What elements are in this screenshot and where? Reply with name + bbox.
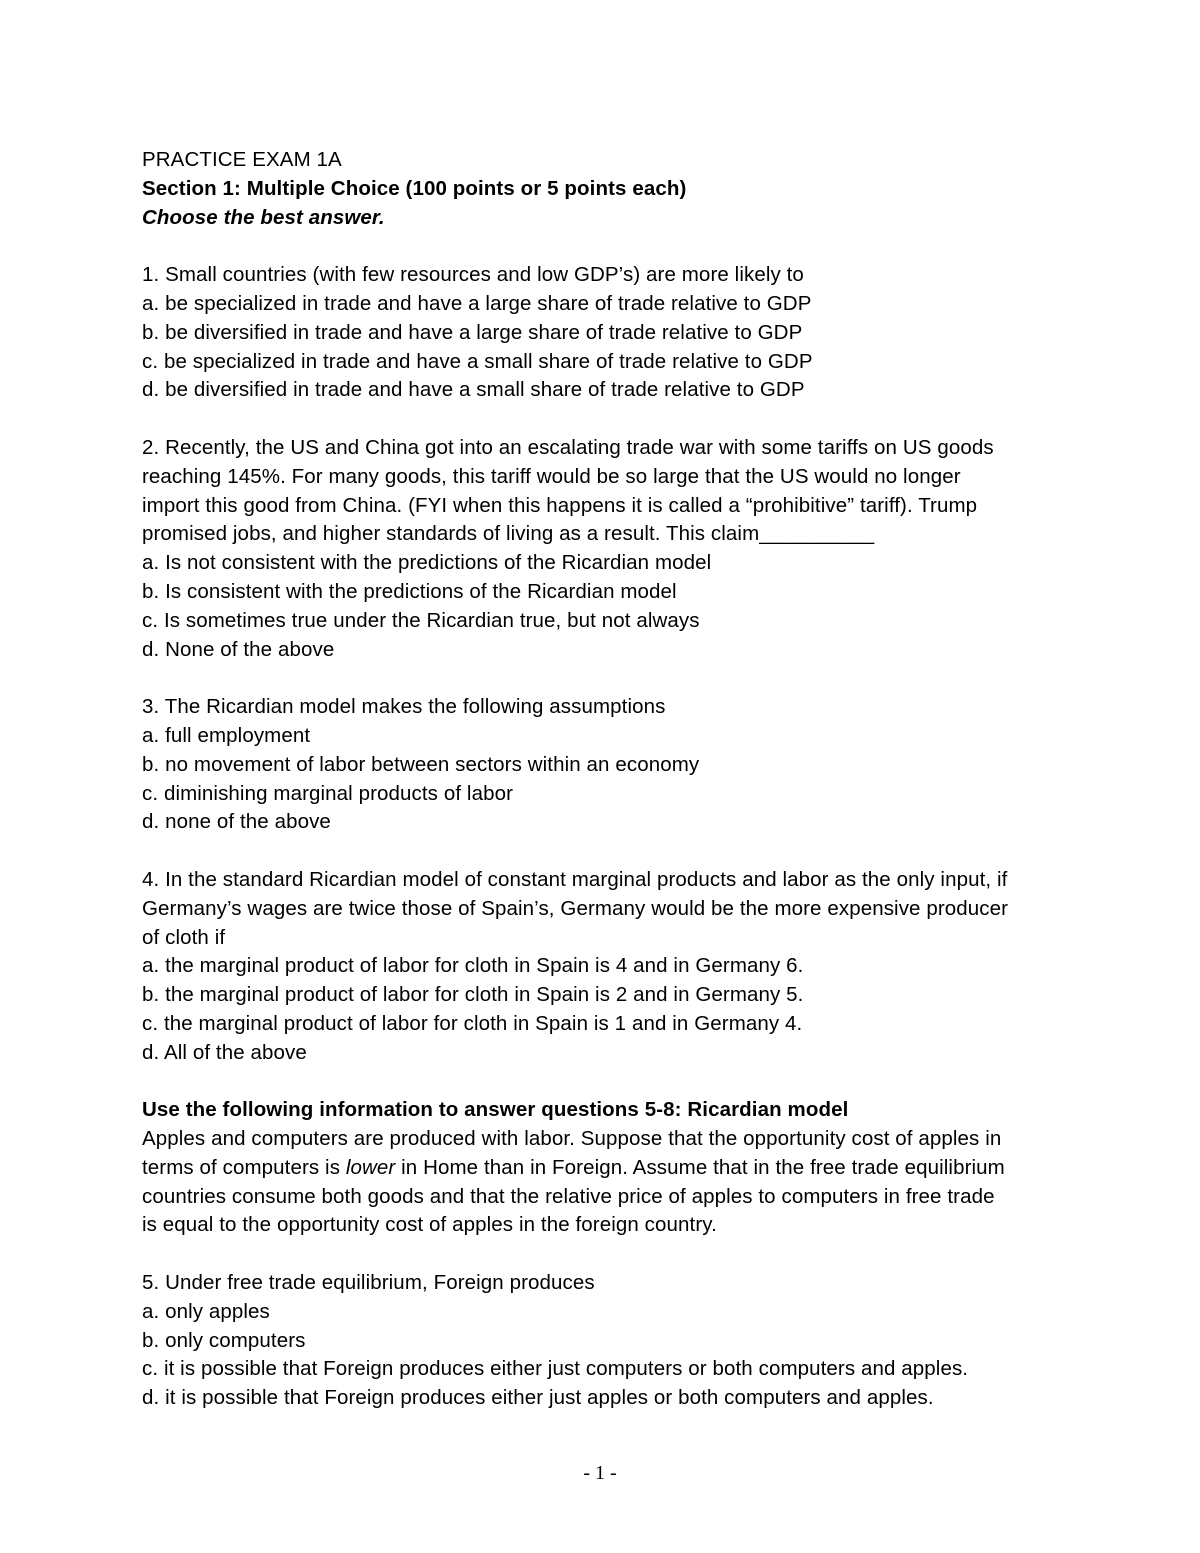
question-stem: Germany’s wages are twice those of Spain’s, Germany would be the more expensive producer (142, 896, 1009, 920)
page-number: - 1 - (583, 1462, 617, 1484)
question-stem: 5. Under free trade equilibrium, Foreign produces (142, 1271, 595, 1295)
question-stem: reaching 145%. For many goods, this tariff would be so large that the US would no longer (142, 464, 961, 488)
answer-option-c: c. it is possible that Foreign produces either just computers or both computers and apples. (142, 1357, 969, 1381)
question-stem: 2. Recently, the US and China got into an escalating trade war with some tariffs on US goods (142, 435, 994, 459)
question-stem: of cloth if (142, 925, 226, 949)
question-1 (142, 261, 1072, 405)
info-text-part: terms of computers is (142, 1155, 346, 1179)
section-heading: Section 1: Multiple Choice (100 points or 5 points each) (142, 176, 687, 200)
answer-option-d: d. be diversified in trade and have a small share of trade relative to GDP (142, 378, 805, 402)
spacer (142, 837, 1072, 866)
spacer (142, 405, 1072, 434)
spacer (142, 1068, 1072, 1097)
question-stem: promised jobs, and higher standards of living as a result. This claim__________ (142, 522, 875, 546)
answer-option-d: d. None of the above (142, 637, 335, 661)
question-stem: 3. The Ricardian model makes the following assumptions (142, 695, 666, 719)
question-2 (142, 434, 1072, 664)
info-text: countries consume both goods and that the relative price of apples to computers in free trade (142, 1184, 995, 1208)
question-stem: import this good from China. (FYI when this happens it is called a “prohibitive” tariff). Trump (142, 493, 978, 517)
question-4 (142, 866, 1072, 1068)
exam-page (142, 146, 1072, 1413)
question-stem: 1. Small countries (with few resources and low GDP’s) are more likely to (142, 263, 804, 287)
info-text: is equal to the opportunity cost of apples in the foreign country. (142, 1213, 717, 1237)
info-block (142, 1096, 1072, 1240)
question-3 (142, 693, 1072, 837)
answer-option-c: c. diminishing marginal products of labor (142, 781, 513, 805)
answer-option-a: a. only apples (142, 1299, 270, 1323)
answer-option-c: c. be specialized in trade and have a small share of trade relative to GDP (142, 349, 813, 373)
question-5 (142, 1269, 1072, 1413)
answer-option-b: b. no movement of labor between sectors within an economy (142, 752, 700, 776)
answer-option-b: b. be diversified in trade and have a large share of trade relative to GDP (142, 320, 803, 344)
answer-option-b: b. Is consistent with the predictions of the Ricardian model (142, 579, 677, 603)
info-text (142, 1154, 1072, 1183)
emphasis-text: lower (345, 1155, 396, 1179)
exam-title: PRACTICE EXAM 1A (142, 148, 342, 171)
answer-option-a: a. be specialized in trade and have a large share of trade relative to GDP (142, 291, 812, 315)
instruction-text: Choose the best answer. (142, 205, 385, 229)
spacer (142, 1240, 1072, 1269)
answer-option-d: d. it is possible that Foreign produces either just apples or both computers and apples. (142, 1386, 934, 1410)
answer-option-a: a. Is not consistent with the predictions of the Ricardian model (142, 551, 712, 575)
info-text: Apples and computers are produced with labor. Suppose that the opportunity cost of apples in (142, 1127, 1002, 1151)
spacer (142, 232, 1072, 261)
answer-option-d: d. All of the above (142, 1040, 307, 1064)
answer-option-d: d. none of the above (142, 810, 331, 834)
answer-option-a: a. the marginal product of labor for cloth in Spain is 4 and in Germany 6. (142, 954, 804, 978)
answer-option-a: a. full employment (142, 723, 311, 747)
answer-option-c: c. the marginal product of labor for cloth in Spain is 1 and in Germany 4. (142, 1011, 803, 1035)
info-heading: Use the following information to answer questions 5-8: Ricardian model (142, 1098, 849, 1122)
answer-option-b: b. only computers (142, 1328, 306, 1352)
answer-option-b: b. the marginal product of labor for cloth in Spain is 2 and in Germany 5. (142, 983, 804, 1007)
answer-option-c: c. Is sometimes true under the Ricardian true, but not always (142, 608, 700, 632)
question-stem: 4. In the standard Ricardian model of constant marginal products and labor as the only input, if (142, 867, 1008, 891)
spacer (142, 664, 1072, 693)
info-text-part: in Home than in Foreign. Assume that in the free trade equilibrium (395, 1155, 1005, 1179)
